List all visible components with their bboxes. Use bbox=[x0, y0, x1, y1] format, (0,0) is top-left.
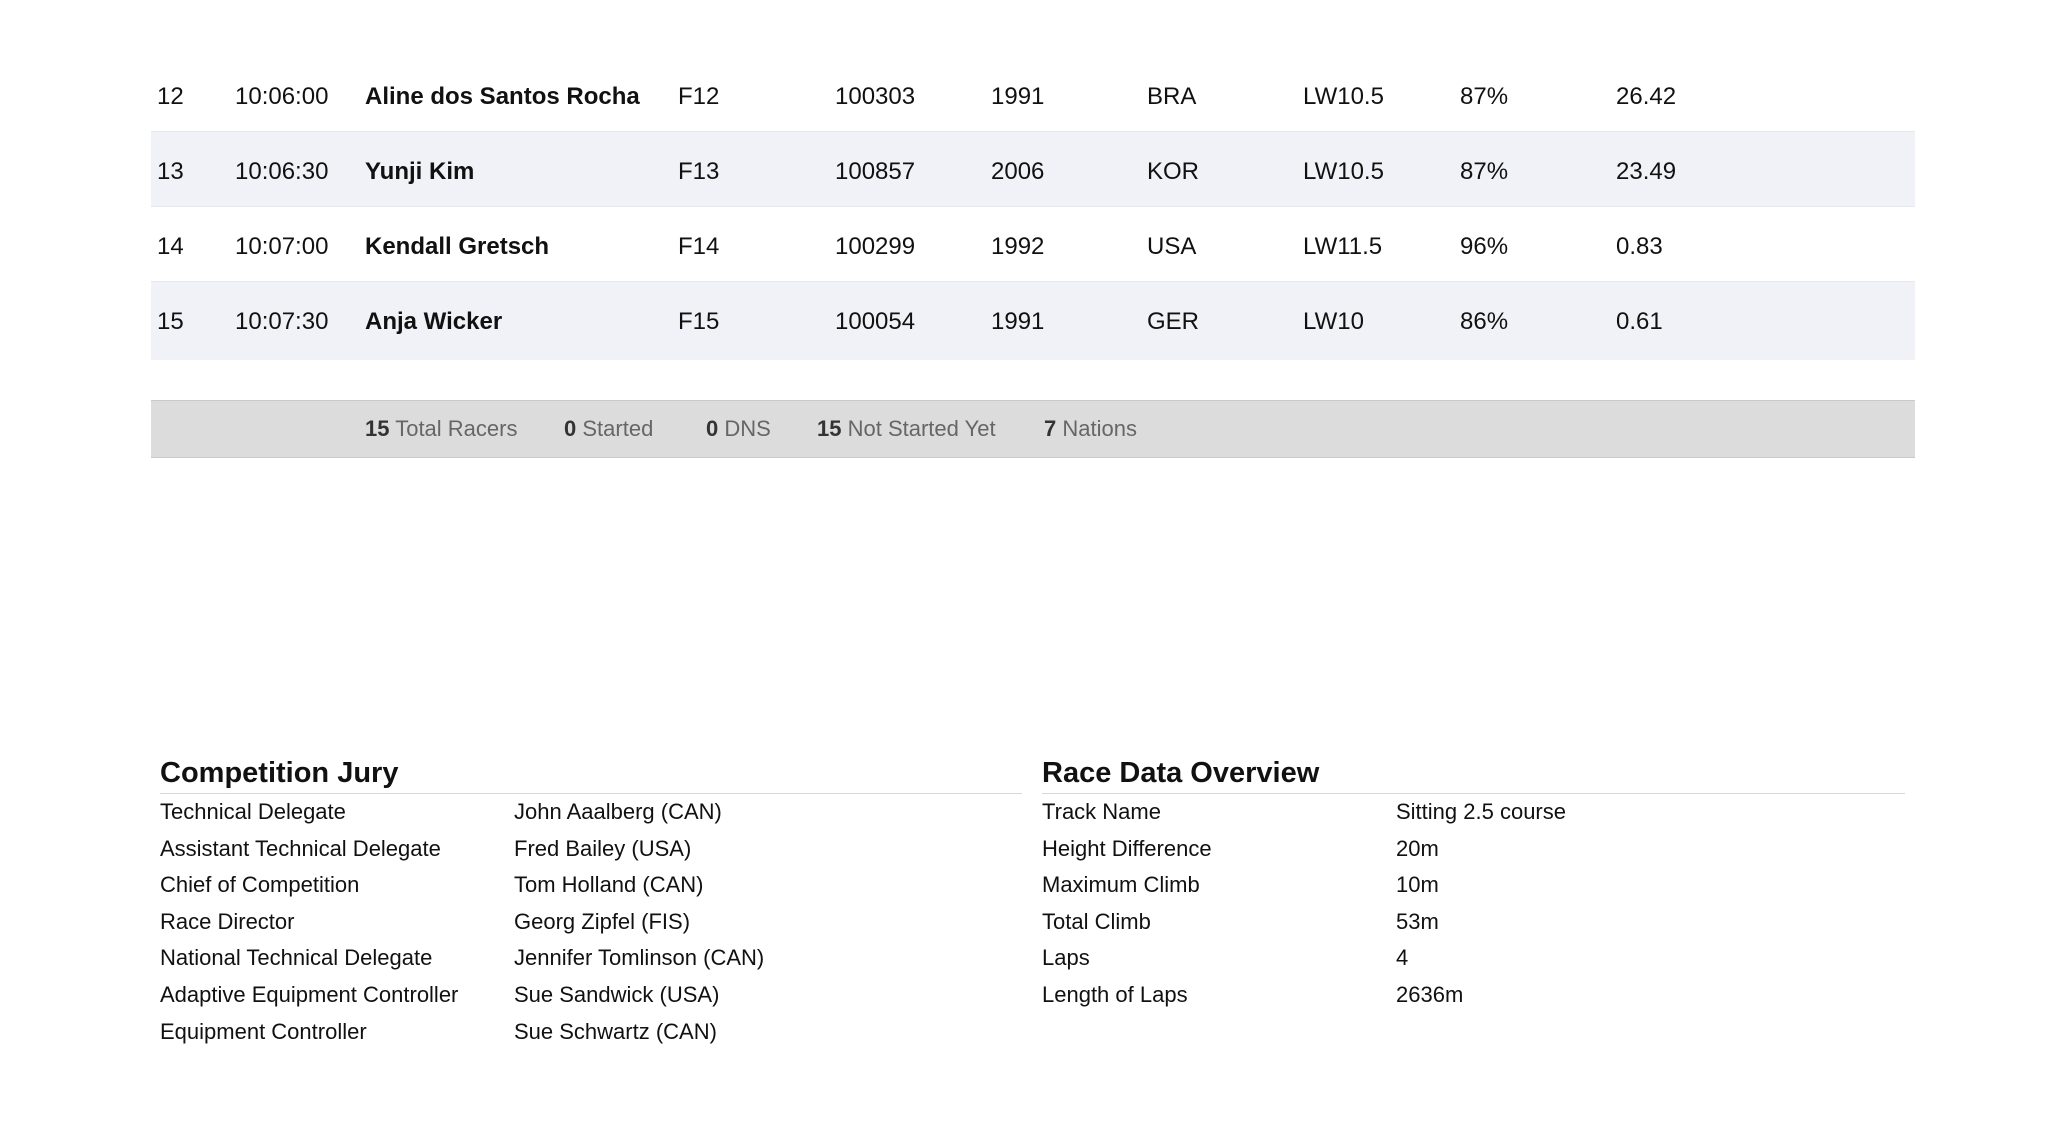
stat-label: Nations bbox=[1062, 416, 1137, 441]
jury-role: Adaptive Equipment Controller bbox=[160, 981, 459, 1007]
jury-person: Sue Schwartz (CAN) bbox=[514, 1018, 717, 1044]
percentage: 86% bbox=[1460, 308, 1509, 335]
race-data-key: Maximum Climb bbox=[1042, 872, 1200, 898]
sport-class: LW10 bbox=[1303, 308, 1364, 335]
sport-class: LW10.5 bbox=[1303, 83, 1384, 110]
jury-item bbox=[160, 904, 1022, 941]
race-data-value: 10m bbox=[1396, 872, 1439, 898]
jury-item bbox=[160, 1014, 1022, 1051]
table-row bbox=[151, 132, 1915, 207]
start-list-table bbox=[151, 57, 1915, 360]
jury-person: Jennifer Tomlinson (CAN) bbox=[514, 945, 765, 971]
fis-code: 100303 bbox=[835, 83, 916, 110]
jury-role: Assistant Technical Delegate bbox=[160, 835, 441, 861]
stat-label: Not Started Yet bbox=[847, 416, 996, 441]
race-data-item bbox=[1042, 904, 1905, 941]
table-row bbox=[151, 207, 1915, 282]
stat-count: 0 bbox=[706, 416, 719, 441]
jury-role: Race Director bbox=[160, 908, 295, 934]
started-stat bbox=[564, 416, 653, 442]
panel-title: Race Data Overview bbox=[1042, 755, 1905, 794]
jury-role: Technical Delegate bbox=[160, 799, 346, 824]
race-data-item bbox=[1042, 940, 1905, 977]
nation: USA bbox=[1147, 233, 1197, 260]
bib-number: 14 bbox=[157, 233, 184, 260]
percentage: 87% bbox=[1460, 83, 1509, 110]
athlete-name: Kendall Gretsch bbox=[365, 233, 550, 260]
stat-label: DNS bbox=[724, 416, 771, 441]
race-data-key: Length of Laps bbox=[1042, 981, 1188, 1007]
race-data-key: Laps bbox=[1042, 945, 1090, 971]
jury-item bbox=[160, 794, 1022, 831]
table-row bbox=[151, 57, 1915, 132]
race-data-value: 2636m bbox=[1396, 981, 1464, 1007]
birth-year: 1992 bbox=[991, 233, 1045, 260]
race-data-value: Sitting 2.5 course bbox=[1396, 799, 1566, 824]
points: 0.83 bbox=[1616, 233, 1663, 260]
jury-person: Fred Bailey (USA) bbox=[514, 835, 692, 861]
stat-label: Total Racers bbox=[395, 416, 518, 441]
race-data-key: Height Difference bbox=[1042, 835, 1212, 861]
athlete-code: F14 bbox=[678, 233, 720, 260]
athlete-code: F12 bbox=[678, 83, 720, 110]
athlete-code: F13 bbox=[678, 158, 720, 185]
nation: BRA bbox=[1147, 83, 1197, 110]
race-data-item bbox=[1042, 977, 1905, 1014]
nation: KOR bbox=[1147, 158, 1200, 185]
start-time: 10:06:30 bbox=[235, 158, 329, 185]
points: 0.61 bbox=[1616, 308, 1663, 335]
start-time: 10:07:30 bbox=[235, 308, 329, 335]
nation: GER bbox=[1147, 308, 1200, 335]
athlete-name: Yunji Kim bbox=[365, 158, 475, 185]
nations-stat bbox=[1044, 416, 1137, 442]
stat-count: 0 bbox=[564, 416, 577, 441]
jury-role: National Technical Delegate bbox=[160, 945, 433, 971]
stat-count: 15 bbox=[365, 416, 390, 441]
panel-title: Competition Jury bbox=[160, 755, 1022, 794]
jury-item bbox=[160, 977, 1022, 1014]
sport-class: LW11.5 bbox=[1303, 233, 1383, 260]
race-data-value: 53m bbox=[1396, 908, 1439, 934]
athlete-name: Aline dos Santos Rocha bbox=[365, 83, 640, 110]
jury-item bbox=[160, 940, 1022, 977]
table-row bbox=[151, 282, 1915, 360]
jury-person: John Aaalberg (CAN) bbox=[514, 799, 722, 824]
stat-label: Started bbox=[582, 416, 654, 441]
race-data-item bbox=[1042, 794, 1905, 831]
jury-role: Equipment Controller bbox=[160, 1018, 367, 1044]
percentage: 96% bbox=[1460, 233, 1509, 260]
start-time: 10:06:00 bbox=[235, 83, 329, 110]
stat-count: 7 bbox=[1044, 416, 1057, 441]
total-racers-stat bbox=[365, 416, 517, 442]
athlete-name: Anja Wicker bbox=[365, 308, 503, 335]
stat-count: 15 bbox=[817, 416, 842, 441]
sport-class: LW10.5 bbox=[1303, 158, 1384, 185]
points: 26.42 bbox=[1616, 83, 1677, 110]
race-data-key: Track Name bbox=[1042, 799, 1161, 824]
athlete-code: F15 bbox=[678, 308, 720, 335]
bib-number: 15 bbox=[157, 308, 184, 335]
race-data-item bbox=[1042, 831, 1905, 868]
summary-bar bbox=[151, 400, 1915, 458]
bib-number: 12 bbox=[157, 83, 184, 110]
jury-person: Sue Sandwick (USA) bbox=[514, 981, 720, 1007]
bib-number: 13 bbox=[157, 158, 184, 185]
fis-code: 100054 bbox=[835, 308, 916, 335]
jury-person: Tom Holland (CAN) bbox=[514, 872, 704, 898]
birth-year: 2006 bbox=[991, 158, 1045, 185]
race-data-panel bbox=[1042, 755, 1905, 1014]
fis-code: 100299 bbox=[835, 233, 916, 260]
fis-code: 100857 bbox=[835, 158, 916, 185]
percentage: 87% bbox=[1460, 158, 1509, 185]
race-data-value: 20m bbox=[1396, 835, 1439, 861]
race-data-item bbox=[1042, 867, 1905, 904]
jury-person: Georg Zipfel (FIS) bbox=[514, 908, 691, 934]
start-time: 10:07:00 bbox=[235, 233, 329, 260]
birth-year: 1991 bbox=[991, 308, 1045, 335]
birth-year: 1991 bbox=[991, 83, 1045, 110]
not-started-stat bbox=[817, 416, 996, 442]
dns-stat bbox=[706, 416, 771, 442]
competition-jury-panel bbox=[160, 755, 1022, 1050]
race-data-key: Total Climb bbox=[1042, 908, 1151, 934]
jury-item bbox=[160, 867, 1022, 904]
points: 23.49 bbox=[1616, 158, 1677, 185]
race-data-value: 4 bbox=[1396, 945, 1409, 971]
jury-item bbox=[160, 831, 1022, 868]
jury-role: Chief of Competition bbox=[160, 872, 360, 898]
